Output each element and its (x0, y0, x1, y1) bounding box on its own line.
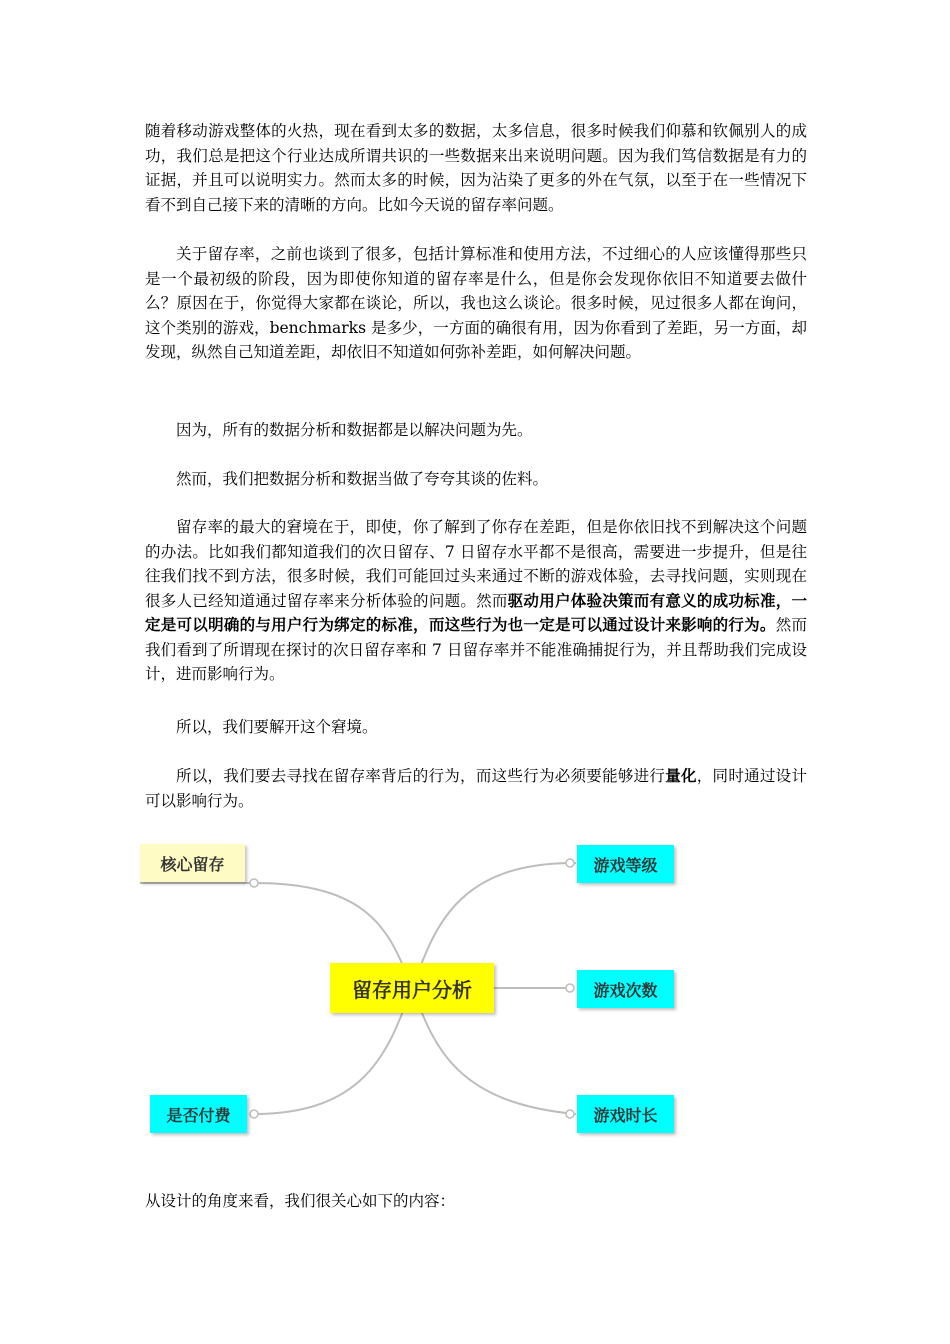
connector-dot-right-top (566, 859, 574, 867)
paragraph-2 (145, 242, 807, 365)
paragraph-8 (145, 1189, 807, 1214)
mindmap-center-node: 留存用户分析 (330, 963, 494, 1013)
paragraph-3-text: 因为，所有的数据分析和数据都是以解决问题为先。 (176, 421, 533, 439)
paragraph-6 (145, 715, 807, 740)
paragraph-1-text: 随着移动游戏整体的火热，现在看到太多的数据，太多信息，很多时候我们仰慕和钦佩别人的成功，我们总是把这个行业达成所谓共识的一些数据来出来说明问题。因为我们笃信数据是有力的证据，并且可以说明实力。然而太多的时候，因为沾染了更多的外在气氛，以至于在一些情况下看不到自己接下来的清晰的方向。比如今天说的留存率问题。 (145, 122, 807, 214)
mindmap-node-paying: 是否付费 (150, 1095, 247, 1133)
connector-dot-left-bottom (250, 1110, 258, 1118)
paragraph-5-part-b: 然而我们看到了所谓现在探讨的次日留存率和 7 日留存率并不能准确捕捉行为，并且帮助我们完成设计，进而影响行为。 (145, 616, 807, 683)
paragraph-7-bold: 量化 (665, 766, 697, 785)
mindmap-node-game-level: 游戏等级 (577, 845, 674, 883)
paragraph-5 (145, 515, 807, 687)
mindmap-figure (140, 836, 685, 1148)
paragraph-5-bold: 驱动用户体验决策而有意义的成功标准，一定是可以明确的与用户行为绑定的标准，而这些行为也一定是可以通过设计来影响的行为。 (145, 590, 807, 634)
mindmap-node-core-retention: 核心留存 (140, 844, 245, 882)
paragraph-5-text (145, 515, 807, 687)
mindmap-node-game-count: 游戏次数 (577, 970, 674, 1008)
paragraph-1 (145, 119, 807, 217)
connector-dot-right-bottom (566, 1110, 574, 1118)
paragraph-6-text: 所以，我们要解开这个窘境。 (176, 718, 378, 736)
paragraph-4-text: 然而，我们把数据分析和数据当做了夸夸其谈的佐料。 (176, 470, 549, 488)
mindmap-node-game-duration: 游戏时长 (577, 1095, 674, 1133)
paragraph-2-text: 关于留存率，之前也谈到了很多，包括计算标准和使用方法，不过细心的人应该懂得那些只是一个最初级的阶段，因为即使你知道的留存率是什么，但是你会发现你依旧不知道要去做什么？原因在于，你觉得大家都在谈论，所以，我也这么谈论。很多时候，见过很多人都在询问，这个类别的游戏，benchmarks 是多少，一方面的确很有用，因为你看到了差距，另一方面，却发现，纵然自己知道差距，却依旧不知道如何弥补差距，如何解决问题。 (145, 245, 807, 361)
connector-dot-left-top (250, 879, 258, 887)
paragraph-4 (145, 467, 807, 492)
paragraph-7-text (145, 764, 807, 813)
paragraph-8-text: 从设计的角度来看，我们很关心如下的内容： (145, 1192, 456, 1210)
paragraph-7-part-b: ，同时通过设计可以影响行为。 (145, 767, 807, 810)
paragraph-7-part-a: 所以，我们要去寻找在留存率背后的行为，而这些行为必须要能够进行 (176, 767, 666, 785)
paragraph-5-part-a: 留存率的最大的窘境在于，即使，你了解到了你存在差距，但是你依旧找不到解决这个问题的办法。比如我们都知道我们的次日留存、7 日留存水平都不是很高，需要进一步提升，但是往往我们找不到方法，很多时候，我们可能回过头来通过不断的游戏体验，去寻找问题，实则现在很多人已经知道通过留存率来分析体验的问题。然而 (145, 518, 807, 610)
connector-dot-right-middle (566, 984, 574, 992)
paragraph-3 (145, 418, 807, 443)
paragraph-7 (145, 764, 807, 813)
